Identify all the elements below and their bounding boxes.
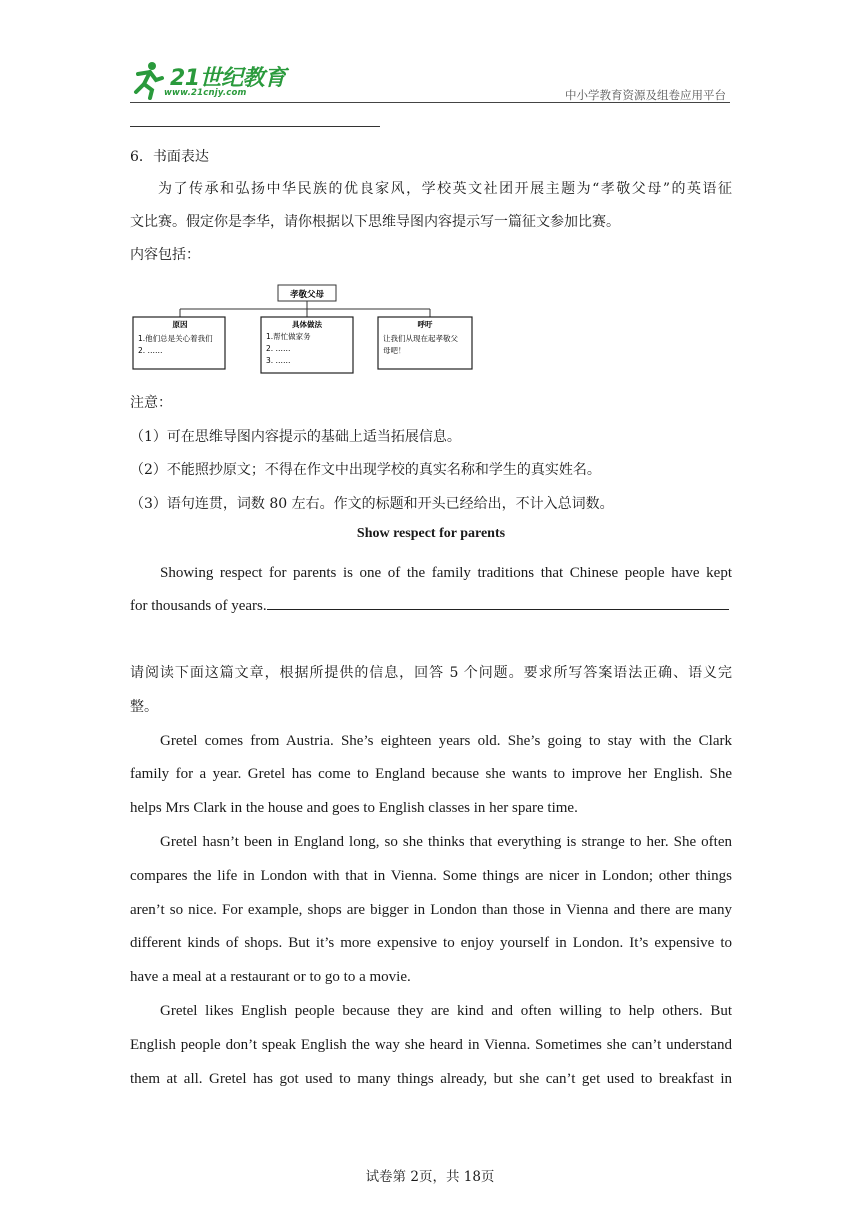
essay-title: Show respect for parents <box>356 526 506 541</box>
note-3: （3）语句连贯，词数 80 左右。作文的标题和开头已经给出，不计入总词数。 <box>130 496 614 512</box>
branch-line: 让我们从现在起孝敬父 <box>383 334 458 343</box>
reading-instruction-2: 整。 <box>130 699 158 715</box>
branch-line: 1.帮忙做家务 <box>266 332 311 341</box>
notes-label: 注意： <box>130 395 172 411</box>
runner-logo-icon <box>130 60 166 100</box>
branch-title: 呼吁 <box>417 320 433 329</box>
logo-text: 21世纪教育 <box>170 66 286 91</box>
essay-opening: for thousands of years. <box>130 598 267 614</box>
passage-line: Gretel hasn’t been in England long, so she thinks that everything is strange to her. She often <box>160 834 732 850</box>
note-2: （2）不能照抄原文；不得在作文中出现学校的真实名称和学生的真实姓名。 <box>130 462 601 478</box>
note-1: （1）可在思维导图内容提示的基础上适当拓展信息。 <box>130 429 461 445</box>
passage-line: have a meal at a restaurant or to go to a movie. <box>130 969 411 985</box>
writing-blank[interactable] <box>267 591 729 610</box>
answer-line <box>130 126 380 127</box>
passage-line: aren’t so nice. For example, shops are bigger in London than those in Vienna and there are many <box>130 902 732 918</box>
question-heading: 6．书面表达 <box>130 149 209 165</box>
passage-line: compares the life in London with that in Vienna. Some things are nicer in London; other things <box>130 868 732 884</box>
branch-line: 1.他们总是关心着我们 <box>138 334 213 343</box>
logo <box>130 60 166 100</box>
branch-line: 2. …… <box>138 346 163 355</box>
page-number: 试卷第 2页，共 18页 <box>365 1169 495 1185</box>
intro-line-1: 为了传承和弘扬中华民族的优良家风，学校英文社团开展主题为“孝敬父母”的英语征 <box>158 181 732 197</box>
mindmap-root-label: 孝敬父母 <box>289 290 325 300</box>
branch-line: 3. …… <box>266 356 291 365</box>
branch-title: 原因 <box>172 320 188 329</box>
mind-map <box>130 281 476 375</box>
essay-line-2 <box>130 590 732 624</box>
passage-line: them at all. Gretel has got used to many things already, but she can’t get used to breakfast in <box>130 1071 732 1087</box>
header-divider <box>130 102 730 103</box>
page-header <box>130 58 730 104</box>
passage-line: Gretel likes English people because they are kind and often willing to help others. But <box>160 1003 732 1019</box>
content-label: 内容包括： <box>130 247 200 263</box>
branch-line: 2. …… <box>266 344 291 353</box>
passage-line: different kinds of shops. But it’s more expensive to enjoy yourself in London. It’s expensive to <box>130 935 732 951</box>
passage-line: family for a year. Gretel has come to England because she wants to improve her English. She <box>130 766 732 782</box>
branch-title: 具体做法 <box>292 320 322 329</box>
passage-line: Gretel comes from Austria. She’s eighteen years old. She’s going to stay with the Clark <box>160 733 732 749</box>
branch-line: 母吧！ <box>383 346 406 355</box>
reading-instruction-1: 请阅读下面这篇文章，根据所提供的信息，回答 5 个问题。要求所写答案语法正确、语义完 <box>130 665 732 681</box>
passage-line: helps Mrs Clark in the house and goes to English classes in her spare time. <box>130 800 578 816</box>
intro-line-2: 文比赛。假定你是李华，请你根据以下思维导图内容提示写一篇征文参加比赛。 <box>130 214 620 230</box>
passage-line: English people don’t speak English the way she heard in Vienna. Sometimes she can’t understand <box>130 1037 732 1053</box>
logo-url: www.21cnjy.com <box>164 88 247 98</box>
essay-line-1: Showing respect for parents is one of the family traditions that Chinese people have kept <box>160 565 732 581</box>
platform-name: 中小学教育资源及组卷应用平台 <box>565 88 726 102</box>
